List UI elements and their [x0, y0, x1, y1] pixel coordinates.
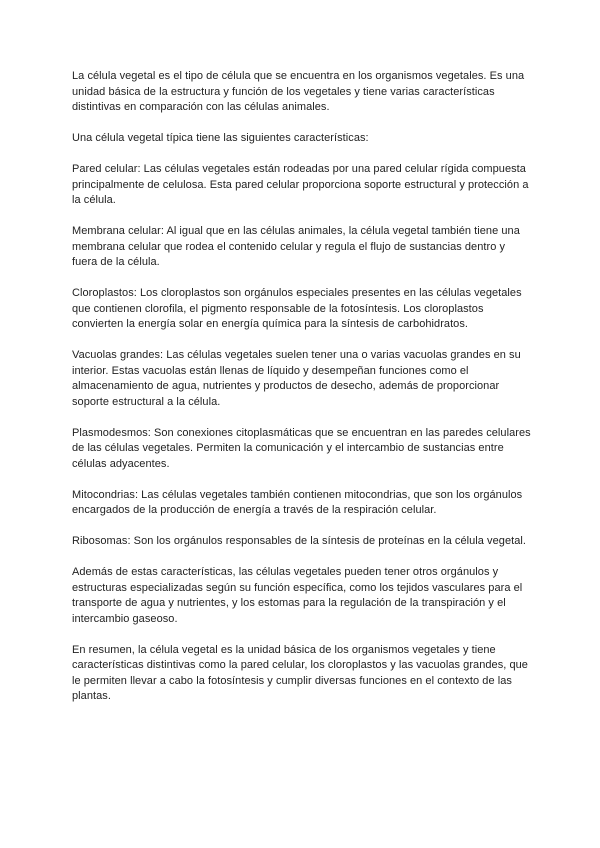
paragraph-features-lead: Una célula vegetal típica tiene las siguientes características: [72, 132, 369, 144]
paragraph-mitochondria: Mitocondrias: Las células vegetales también contienen mitocondrias, que son los orgánulos encargados de la producción de energía a través de la respiración celular. [72, 488, 523, 516]
paragraph-summary: En resumen, la célula vegetal es la unidad básica de los organismos vegetales y tiene características distintivas como la pared celular, los cloroplastos y las vacuolas grandes, que le permiten llevar a cabo la fotosíntesis y cumplir diversas funciones en el contexto de las plantas. [72, 643, 528, 702]
paragraph-cell-membrane: Membrana celular: Al igual que en las células animales, la célula vegetal también tiene una membrana celular que rodea el contenido celular y regula el flujo de sustancias dentro y fuera de la célula. [72, 225, 520, 268]
paragraph-other-organelles: Además de estas características, las células vegetales pueden tener otros orgánulos y estructuras especializadas según su función específica, como los tejidos vasculares para el transporte de agua y nutrientes, y los estomas para la regulación de la transpiración y el intercambio gaseoso. [72, 566, 523, 625]
paragraph-vacuoles: Vacuolas grandes: Las células vegetales suelen tener una o varias vacuolas grandes en su interior. Estas vacuolas están llenas de líquido y desempeñan funciones como el almacenamiento de agua, nutrientes y productos de desecho, además de proporcionar soporte estructural a la célula. [72, 349, 521, 408]
paragraph-plasmodesmata: Plasmodesmos: Son conexiones citoplasmáticas que se encuentran en las paredes celulares de las células vegetales. Permiten la comunicación y el intercambio de sustancias entre células adyacentes. [72, 426, 531, 470]
paragraph-chloroplasts: Cloroplastos: Los cloroplastos son orgánulos especiales presentes en las células vegetales que contienen clorofila, el pigmento responsable de la fotosíntesis. Los cloroplastos convierten la energía solar en energía química para la síntesis de carbohidratos. [72, 287, 522, 330]
paragraph-ribosomes: Ribosomas: Son los orgánulos responsables de la síntesis de proteínas en la célula vegetal. [72, 535, 526, 547]
document-body [72, 69, 532, 720]
paragraph-intro: La célula vegetal es el tipo de célula que se encuentra en los organismos vegetales. Es una unidad básica de la estructura y función de los vegetales y tiene varias características distintivas en comparación con las células animales. [72, 70, 525, 113]
paragraph-cell-wall: Pared celular: Las células vegetales están rodeadas por una pared celular rígida compuesta principalmente de celulosa. Esta pared celular proporciona soporte estructural y protección a la célula. [72, 163, 529, 206]
